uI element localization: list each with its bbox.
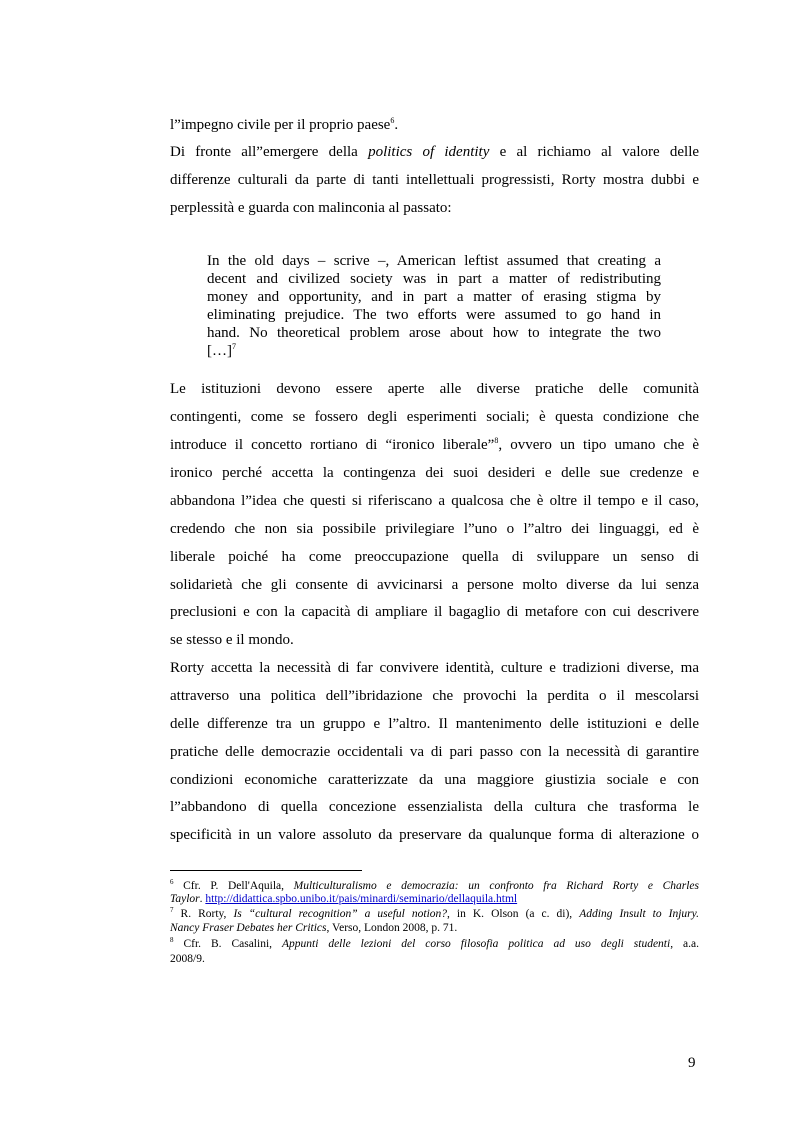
quote-line: eliminating prejudice. The two efforts were assumed to go hand in: [207, 307, 661, 323]
page-number: 9: [688, 1055, 696, 1071]
footnote-link[interactable]: http://didattica.spbo.unibo.it/pais/minardi/seminario/dellaquila.html: [205, 893, 518, 905]
quote-line: hand. No theoretical problem arose about how to integrate the two: [207, 325, 661, 341]
body-line: Le istituzioni devono essere aperte alle diverse pratiche delle comunità: [170, 381, 699, 397]
body-line: l”abbandono di quella concezione essenzialista della cultura che trasforma le: [170, 799, 699, 815]
footnote-separator: [170, 870, 362, 871]
body-line: perplessità e guarda con malinconia al passato:: [170, 200, 452, 216]
body-line: introduce il concetto rortiano di “ironico liberale”$^8$, ovvero un tipo umano che è: [170, 436, 699, 453]
body-line: ironico perché accetta la contingenza dei suoi desideri e delle sue credenze e: [170, 465, 699, 481]
footnote-ref-7[interactable]: 7: [232, 342, 236, 351]
body-line: liberale poiché ha come preoccupazione quella di sviluppare un senso di: [170, 549, 699, 565]
body-line: specificità in un valore assoluto da preservare da qualunque forma di alterazione o: [170, 827, 699, 843]
body-line: Rorty accetta la necessità di far convivere identità, culture e tradizioni diverse, ma: [170, 660, 699, 676]
footnote-ref-8[interactable]: 8: [494, 436, 499, 445]
footnote-8: $^8$ Cfr. B. Casalini, Appunti delle lezioni del corso filosofia politica ad uso degli studenti, a.a.: [170, 936, 699, 950]
body-line: contingenti, come se fossero degli esperimenti sociali; è questa condizione che: [170, 409, 699, 425]
body-line: abbandona l”idea che questi si riferiscano a qualcosa che è oltre il tempo e il caso,: [170, 493, 699, 509]
body-line: credendo che non sia possibile privilegiare l”uno o l”altro dei linguaggi, ed è: [170, 521, 699, 537]
footnote-6-cont: Taylor. http://didattica.spbo.unibo.it/pais/minardi/seminario/dellaquila.html: [170, 893, 518, 905]
quote-line: money and opportunity, and in part a matter of erasing stigma by: [207, 289, 661, 305]
body-line: delle differenze tra un gruppo e l”altro. Il mantenimento delle istituzioni e delle: [170, 716, 699, 732]
footnote-7-cont: Nancy Fraser Debates her Critics, Verso, London 2008, p. 71.: [170, 922, 458, 934]
body-line: differenze culturali da parte di tanti intellettuali progressisti, Rorty mostra dubbi e: [170, 172, 699, 188]
body-line: se stesso e il mondo.: [170, 632, 294, 648]
quote-line: decent and civilized society was in part a matter of redistributing: [207, 271, 661, 287]
body-line: Di fronte all”emergere della politics of identity e al richiamo al valore delle: [170, 144, 700, 160]
body-line: pratiche delle democrazie occidentali va di pari passo con la necessità di garantire: [170, 744, 699, 760]
footnote-7: $^7$ R. Rorty, Is “cultural recognition” a useful notion?, in K. Olson (a c. di), Adding Insult to Injury.: [170, 906, 699, 920]
body-line: preclusioni e con la capacità di ampliare il bagaglio di metafore con cui descrivere: [170, 604, 699, 620]
quote-line: […]$^7$: [207, 342, 236, 359]
footnote-8-cont: 2008/9.: [170, 953, 205, 965]
body-line: solidarietà che gli consente di avvicinarsi a persone molto diverse da lui senza: [170, 577, 699, 593]
footnote-6: $^6$ Cfr. P. Dell'Aquila, Multiculturalismo e democrazia: un confronto fra Richard Rorty e Charles: [170, 878, 699, 892]
body-line: l”impegno civile per il proprio paese$^6$.: [170, 116, 399, 133]
quote-line: In the old days – scrive –, American leftist assumed that creating a: [207, 253, 661, 269]
body-line: condizioni economiche caratterizzate da una maggiore giustizia sociale e con: [170, 772, 699, 788]
footnote-ref-6[interactable]: 6: [390, 116, 395, 125]
body-line: attraverso una politica dell”ibridazione che provochi la perdita o il mescolarsi: [170, 688, 699, 704]
